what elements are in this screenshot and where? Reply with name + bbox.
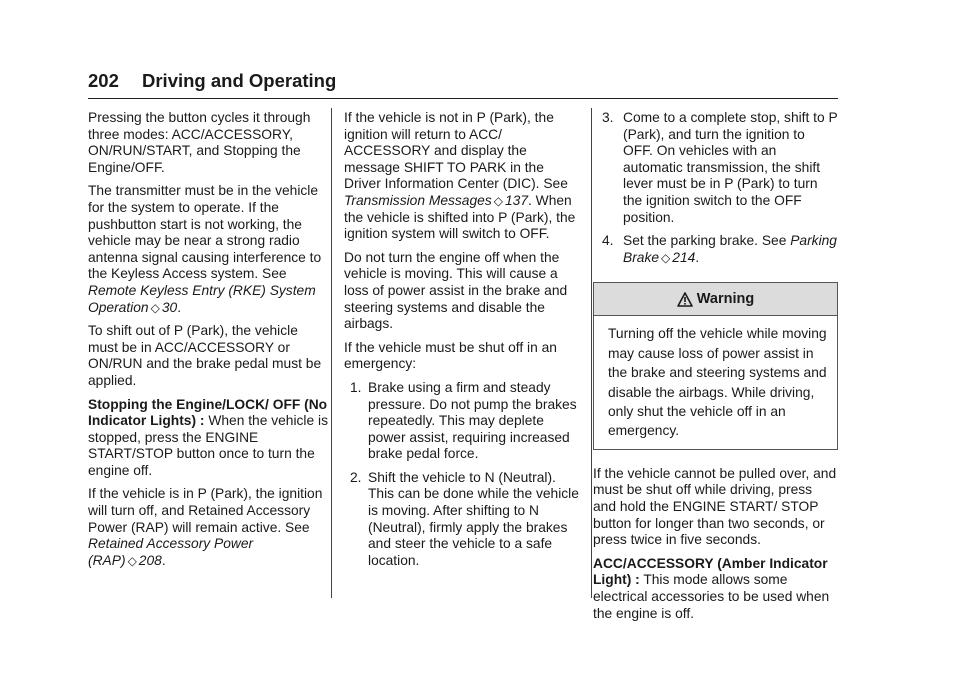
warning-header [594, 283, 837, 316]
list-item: 3. Come to a complete stop, shift to P (Park), and turn the ignition to OFF. On vehicles with an automatic transmission, the shift lever must be in P (Park) to turn the ignition switch to the OFF position. [602, 110, 838, 225]
list-item: 2. Shift the vehicle to N (Neutral). This can be done while the vehicle is moving. After shifting to N (Neutral), firmly apply the brakes and steer the vehicle to a safe location. [350, 469, 579, 568]
list-item: 4. Set the parking brake. See Parking Brake ◇ 214. [602, 233, 837, 265]
paragraph: ACC/ACCESSORY (Amber Indicator Light) : This mode allows some electrical accessories to be used when the engine is off. [593, 555, 830, 621]
procedure-list [344, 380, 584, 570]
page-ref-icon: ◇ [661, 250, 671, 265]
page-reference[interactable]: 137 [504, 192, 528, 208]
paragraph: Do not turn the engine off when the vehicle is moving. This will cause a loss of power assist in the brake and steering systems and disable the airbags. [344, 249, 568, 332]
page-reference[interactable]: 30 [161, 299, 178, 315]
column-3 [593, 110, 838, 629]
cross-reference-link[interactable]: Remote Keyless Entry (RKE) System Operation [88, 282, 316, 315]
mode-heading: Stopping the Engine/LOCK/ OFF (No Indicator Lights) : [88, 396, 328, 429]
page-ref-icon: ◇ [127, 553, 137, 568]
warning-title: Warning [696, 291, 755, 308]
paragraph: If the vehicle must be shut off in an emergency: [344, 339, 557, 372]
column-2 [344, 110, 584, 576]
paragraph: Stopping the Engine/LOCK/ OFF (No Indicator Lights) : When the vehicle is stopped, press the ENGINE START/STOP button once to turn the engine off. [88, 396, 328, 478]
paragraph: Pressing the button cycles it through three modes: ACC/ACCESSORY, ON/RUN/START, and Stopping the Engine/OFF. [88, 110, 311, 175]
column-divider [331, 108, 332, 598]
paragraph: The transmitter must be in the vehicle for the system to operate. If the pushbutton start is not working, the vehicle may be near a strong radio antenna signal causing interference to the Keyless Access system. See Remote Keyless Entry (RKE) System Operation ◇ 30. [88, 183, 322, 315]
cross-reference-link[interactable]: Parking Brake [623, 233, 837, 265]
list-item: 1. Brake using a firm and steady pressure. Do not pump the brakes repeatedly. This may deplete power assist, requiring increased brake pedal force. [350, 379, 577, 462]
mode-heading: ACC/ACCESSORY (Amber Indicator Light) : [593, 555, 828, 588]
page-ref-icon: ◇ [150, 300, 160, 315]
cross-reference-link[interactable]: Transmission Messages [344, 192, 492, 208]
warning-box [593, 282, 838, 449]
header-rule [88, 98, 838, 99]
procedure-list [593, 110, 838, 266]
paragraph: If the vehicle is in P (Park), the ignition will turn off, and Retained Accessory Power (RAP) will remain active. See Retained Accessory Power (RAP) ◇ 208. [88, 486, 323, 568]
cross-reference-link[interactable]: Retained Accessory Power (RAP) [88, 536, 254, 568]
page-reference[interactable]: 208 [138, 552, 162, 568]
paragraph: If the vehicle is not in P (Park), the ignition will return to ACC/ ACCESSORY and display the message SHIFT TO PARK in the Driver Information Center (DIC). See Transmission Messages ◇ 137. When the vehicle is shifted into P (Park), the ignition system will switch to OFF. [344, 110, 576, 242]
paragraph: To shift out of P (Park), the vehicle must be in ACC/ACCESSORY or ON/RUN and the brake pedal must be applied. [88, 323, 322, 388]
page-ref-icon: ◇ [493, 193, 503, 208]
column-1 [88, 110, 328, 576]
warning-text: Turning off the vehicle while moving may cause loss of power assist in the brake and steering systems and disable the airbags. While driving, only shut the vehicle off in an emergency. [608, 326, 827, 439]
warning-triangle-icon [677, 292, 693, 307]
paragraph: If the vehicle cannot be pulled over, and must be shut off while driving, press and hold the ENGINE START/ STOP button for longer than two seconds, or press twice in five seconds. [593, 465, 837, 548]
page-reference[interactable]: 214 [672, 249, 696, 265]
column-divider [591, 108, 592, 598]
section-title: Driving and Operating [142, 70, 337, 91]
page-number: 202 [88, 70, 119, 91]
